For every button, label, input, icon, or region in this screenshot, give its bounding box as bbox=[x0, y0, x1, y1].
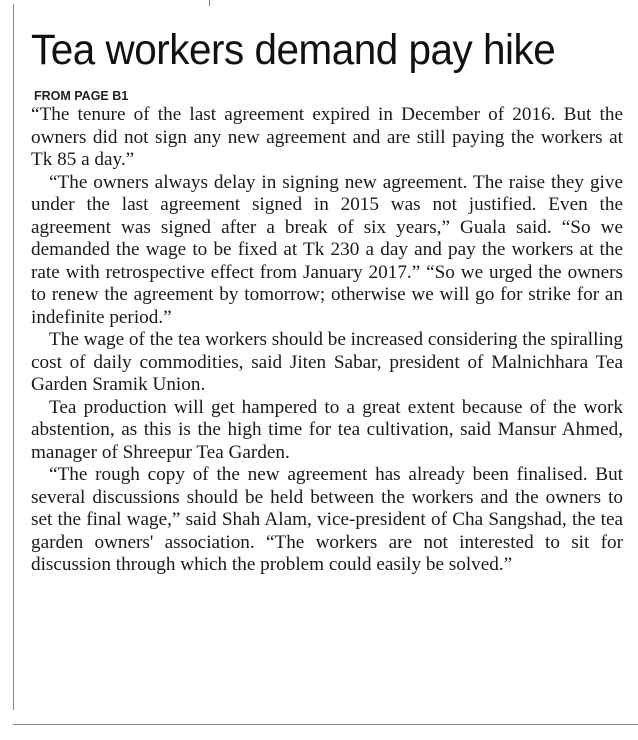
column-bottom-rule bbox=[13, 724, 638, 725]
column-top-tick bbox=[209, 0, 210, 6]
article-headline: Tea workers demand pay hike bbox=[31, 26, 556, 74]
article-dateline: FROM PAGE B1 bbox=[34, 89, 129, 103]
article-paragraph: Tea production will get hampered to a great extent because of the work abstention, as this is the high time for tea cultivation, said Mansur Ahmed, manager of Shreepur Tea Garden. bbox=[31, 396, 623, 463]
column-left-rule bbox=[13, 4, 14, 710]
article-paragraph: “The owners always delay in signing new agreement. The raise they give under the last agreement signed in 2015 was not justified. Even the agreement was signed after a break of six years,” Guala said. “So we demanded the wage to be fixed at Tk 230 a day and pay the workers at the rate with retrospective effect from January 2017.” “So we urged the owners to renew the agreement by tomorrow; otherwise we will go for strike for an indefinite period.” bbox=[31, 171, 623, 328]
article-paragraph: “The tenure of the last agreement expired in December of 2016. But the owners did not sign any new agreement and are still paying the workers at Tk 85 a day.” bbox=[31, 104, 623, 170]
article-paragraph: “The rough copy of the new agreement has already been finalised. But several discussions should be held between the workers and the owners to set the final wage,” said Shah Alam, vice-president of Cha Sangshad, the tea garden owners' association. “The workers are not interested to sit for discussion through which the problem could easily be solved.” bbox=[31, 464, 623, 575]
article-body bbox=[31, 104, 623, 577]
news-article bbox=[31, 24, 623, 577]
article-paragraph: The wage of the tea workers should be increased considering the spiralling cost of daily commodities, said Jiten Sabar, president of Malnichhara Tea Garden Sramik Union. bbox=[31, 329, 623, 395]
